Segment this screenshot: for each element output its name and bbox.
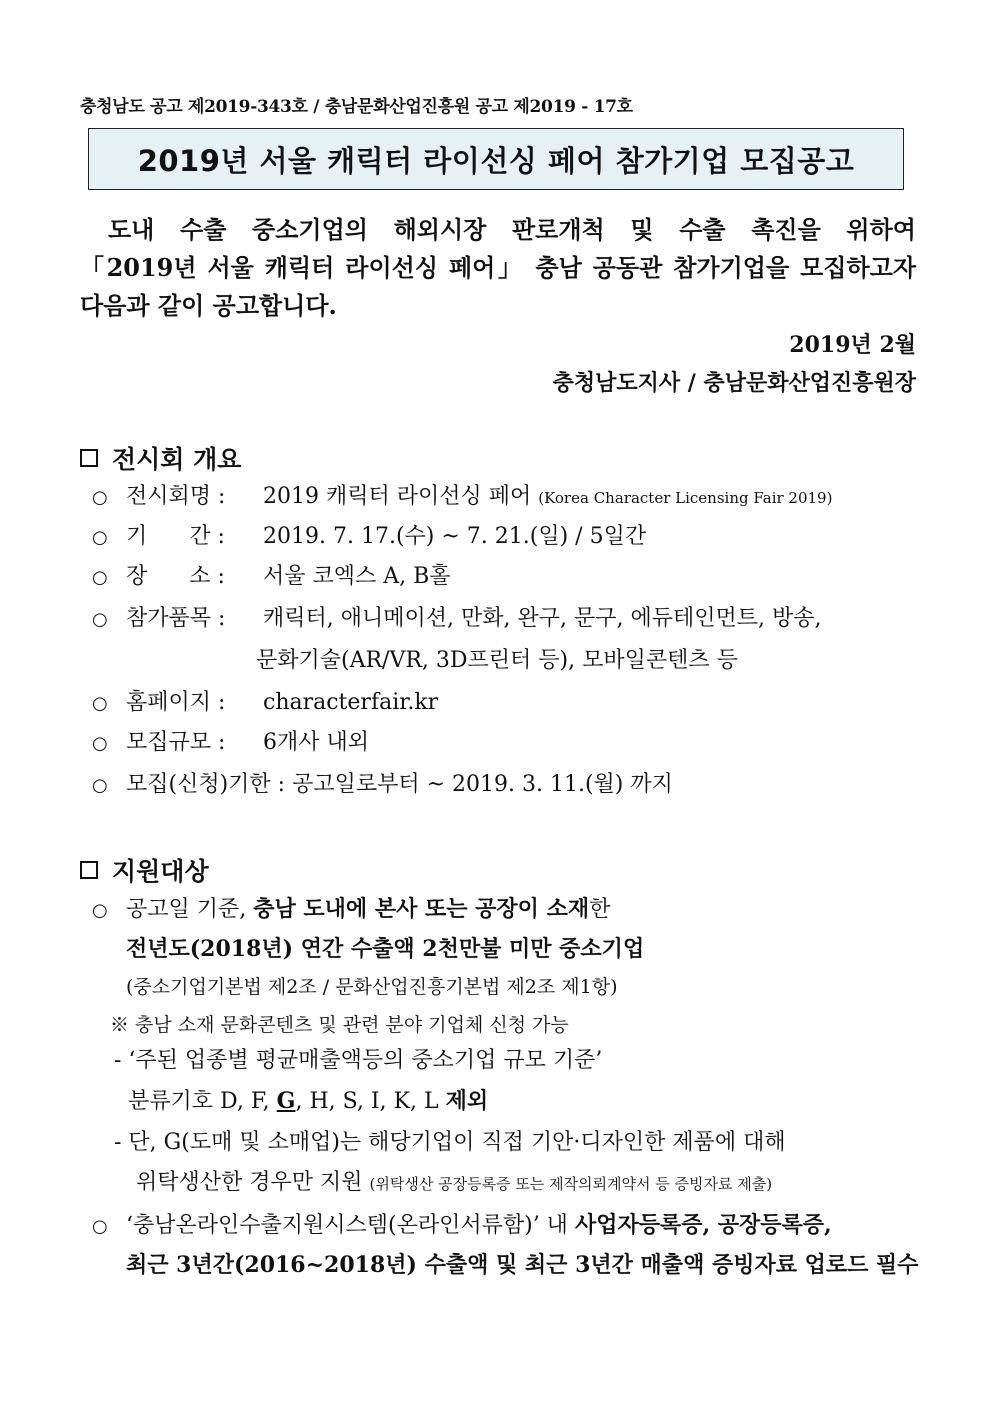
overview-item-name: ○ 전시회명 : 2019 캐릭터 라이선싱 페어 (Korea Character Licensing Fair 2019) bbox=[92, 482, 922, 513]
eligibility-note: ※ 충남 소재 문화콘텐츠 및 관련 분야 기업체 신청 가능 bbox=[110, 1014, 569, 1036]
circle-bullet-icon: ○ bbox=[92, 693, 108, 714]
overview-item-categories-cont: 문화기술(AR/VR, 3D프린터 등), 모바일콘텐츠 등 bbox=[256, 648, 738, 673]
circle-bullet-icon: ○ bbox=[92, 775, 108, 796]
eligibility-dash-2-line2: 위탁생산한 경우만 지원 (위탁생산 공장등록증 또는 제작의뢰계약서 등 증빙자료 제출) bbox=[136, 1170, 773, 1195]
eligibility-law-reference: (중소기업기본법 제2조 / 문화산업진흥기본법 제2조 제1항) bbox=[126, 976, 618, 998]
eligibility-point-1: ○ 공고일 기준, 충남 도내에 본사 또는 공장이 소재한 bbox=[92, 894, 922, 926]
document-title: 2019년 서울 캐릭터 라이선싱 페어 참가기업 모집공고 bbox=[137, 143, 855, 178]
circle-bullet-icon: ○ bbox=[92, 1216, 108, 1237]
section-overview-heading bbox=[80, 440, 241, 476]
overview-item-venue: ○ 장 소 : 서울 코엑스 A, B홀 bbox=[92, 562, 922, 593]
eligibility-point-2: ○ ‘충남온라인수출지원시스템(온라인서류함)’ 내 사업자등록증, 공장등록증, bbox=[92, 1210, 922, 1242]
section-title: 지원대상 bbox=[112, 857, 209, 886]
section-eligibility-heading bbox=[80, 852, 209, 888]
eligibility-dash-1-codes: 분류기호 D, F, G, H, S, I, K, L 제외 bbox=[128, 1088, 489, 1114]
intro-line-2: 「2019년 서울 캐릭터 라이선싱 페어」 충남 공동관 참가기업을 모집하고자 bbox=[80, 253, 916, 282]
overview-item-homepage: ○ 홈페이지 : characterfair.kr bbox=[92, 688, 922, 719]
eligibility-dash-2: - 단, G(도매 및 소매업)는 해당기업이 직접 기안·디자인한 제품에 대해 bbox=[114, 1130, 786, 1155]
title-box bbox=[88, 128, 904, 190]
circle-bullet-icon: ○ bbox=[92, 733, 108, 754]
notice-number: 충청남도 공고 제2019-343호 / 충남문화산업진흥원 공고 제2019 - 17호 bbox=[80, 97, 633, 117]
overview-item-scale: ○ 모집규모 : 6개사 내외 bbox=[92, 728, 922, 759]
circle-bullet-icon: ○ bbox=[92, 609, 108, 630]
notice-date: 2019년 2월 bbox=[789, 332, 916, 358]
overview-item-categories: ○ 참가품목 : 캐릭터, 애니메이션, 만화, 완구, 문구, 에듀테인먼트, 방송, bbox=[92, 604, 922, 635]
circle-bullet-icon: ○ bbox=[92, 567, 108, 588]
intro-line-1: 도내 수출 중소기업의 해외시장 판로개척 및 수출 촉진을 위하여 bbox=[108, 215, 916, 244]
overview-item-period: ○ 기 간 : 2019. 7. 17.(수) ~ 7. 21.(일) / 5일간 bbox=[92, 522, 922, 553]
eligibility-point-1-line2: 전년도(2018년) 연간 수출액 2천만불 미만 중소기업 bbox=[126, 936, 645, 962]
section-title: 전시회 개요 bbox=[112, 445, 242, 474]
circle-bullet-icon: ○ bbox=[92, 900, 108, 921]
checkbox-square-icon bbox=[80, 449, 98, 467]
circle-bullet-icon: ○ bbox=[92, 527, 108, 548]
circle-bullet-icon: ○ bbox=[92, 487, 108, 508]
overview-item-deadline: ○ 모집(신청)기한 : 공고일로부터 ~ 2019. 3. 11.(월) 까지 bbox=[92, 770, 922, 801]
intro-line-3: 다음과 같이 공고합니다. bbox=[80, 291, 337, 320]
checkbox-square-icon bbox=[80, 861, 98, 879]
eligibility-point-2-line2: 최근 3년간(2016~2018년) 수출액 및 최근 3년간 매출액 증빙자료 업로드 필수 bbox=[126, 1252, 919, 1278]
homepage-link[interactable]: characterfair.kr bbox=[263, 690, 439, 715]
notice-signer: 충청남도지사 / 충남문화산업진흥원장 bbox=[552, 370, 916, 396]
eligibility-dash-1: - ‘주된 업종별 평균매출액등의 중소기업 규모 기준’ bbox=[114, 1048, 603, 1073]
